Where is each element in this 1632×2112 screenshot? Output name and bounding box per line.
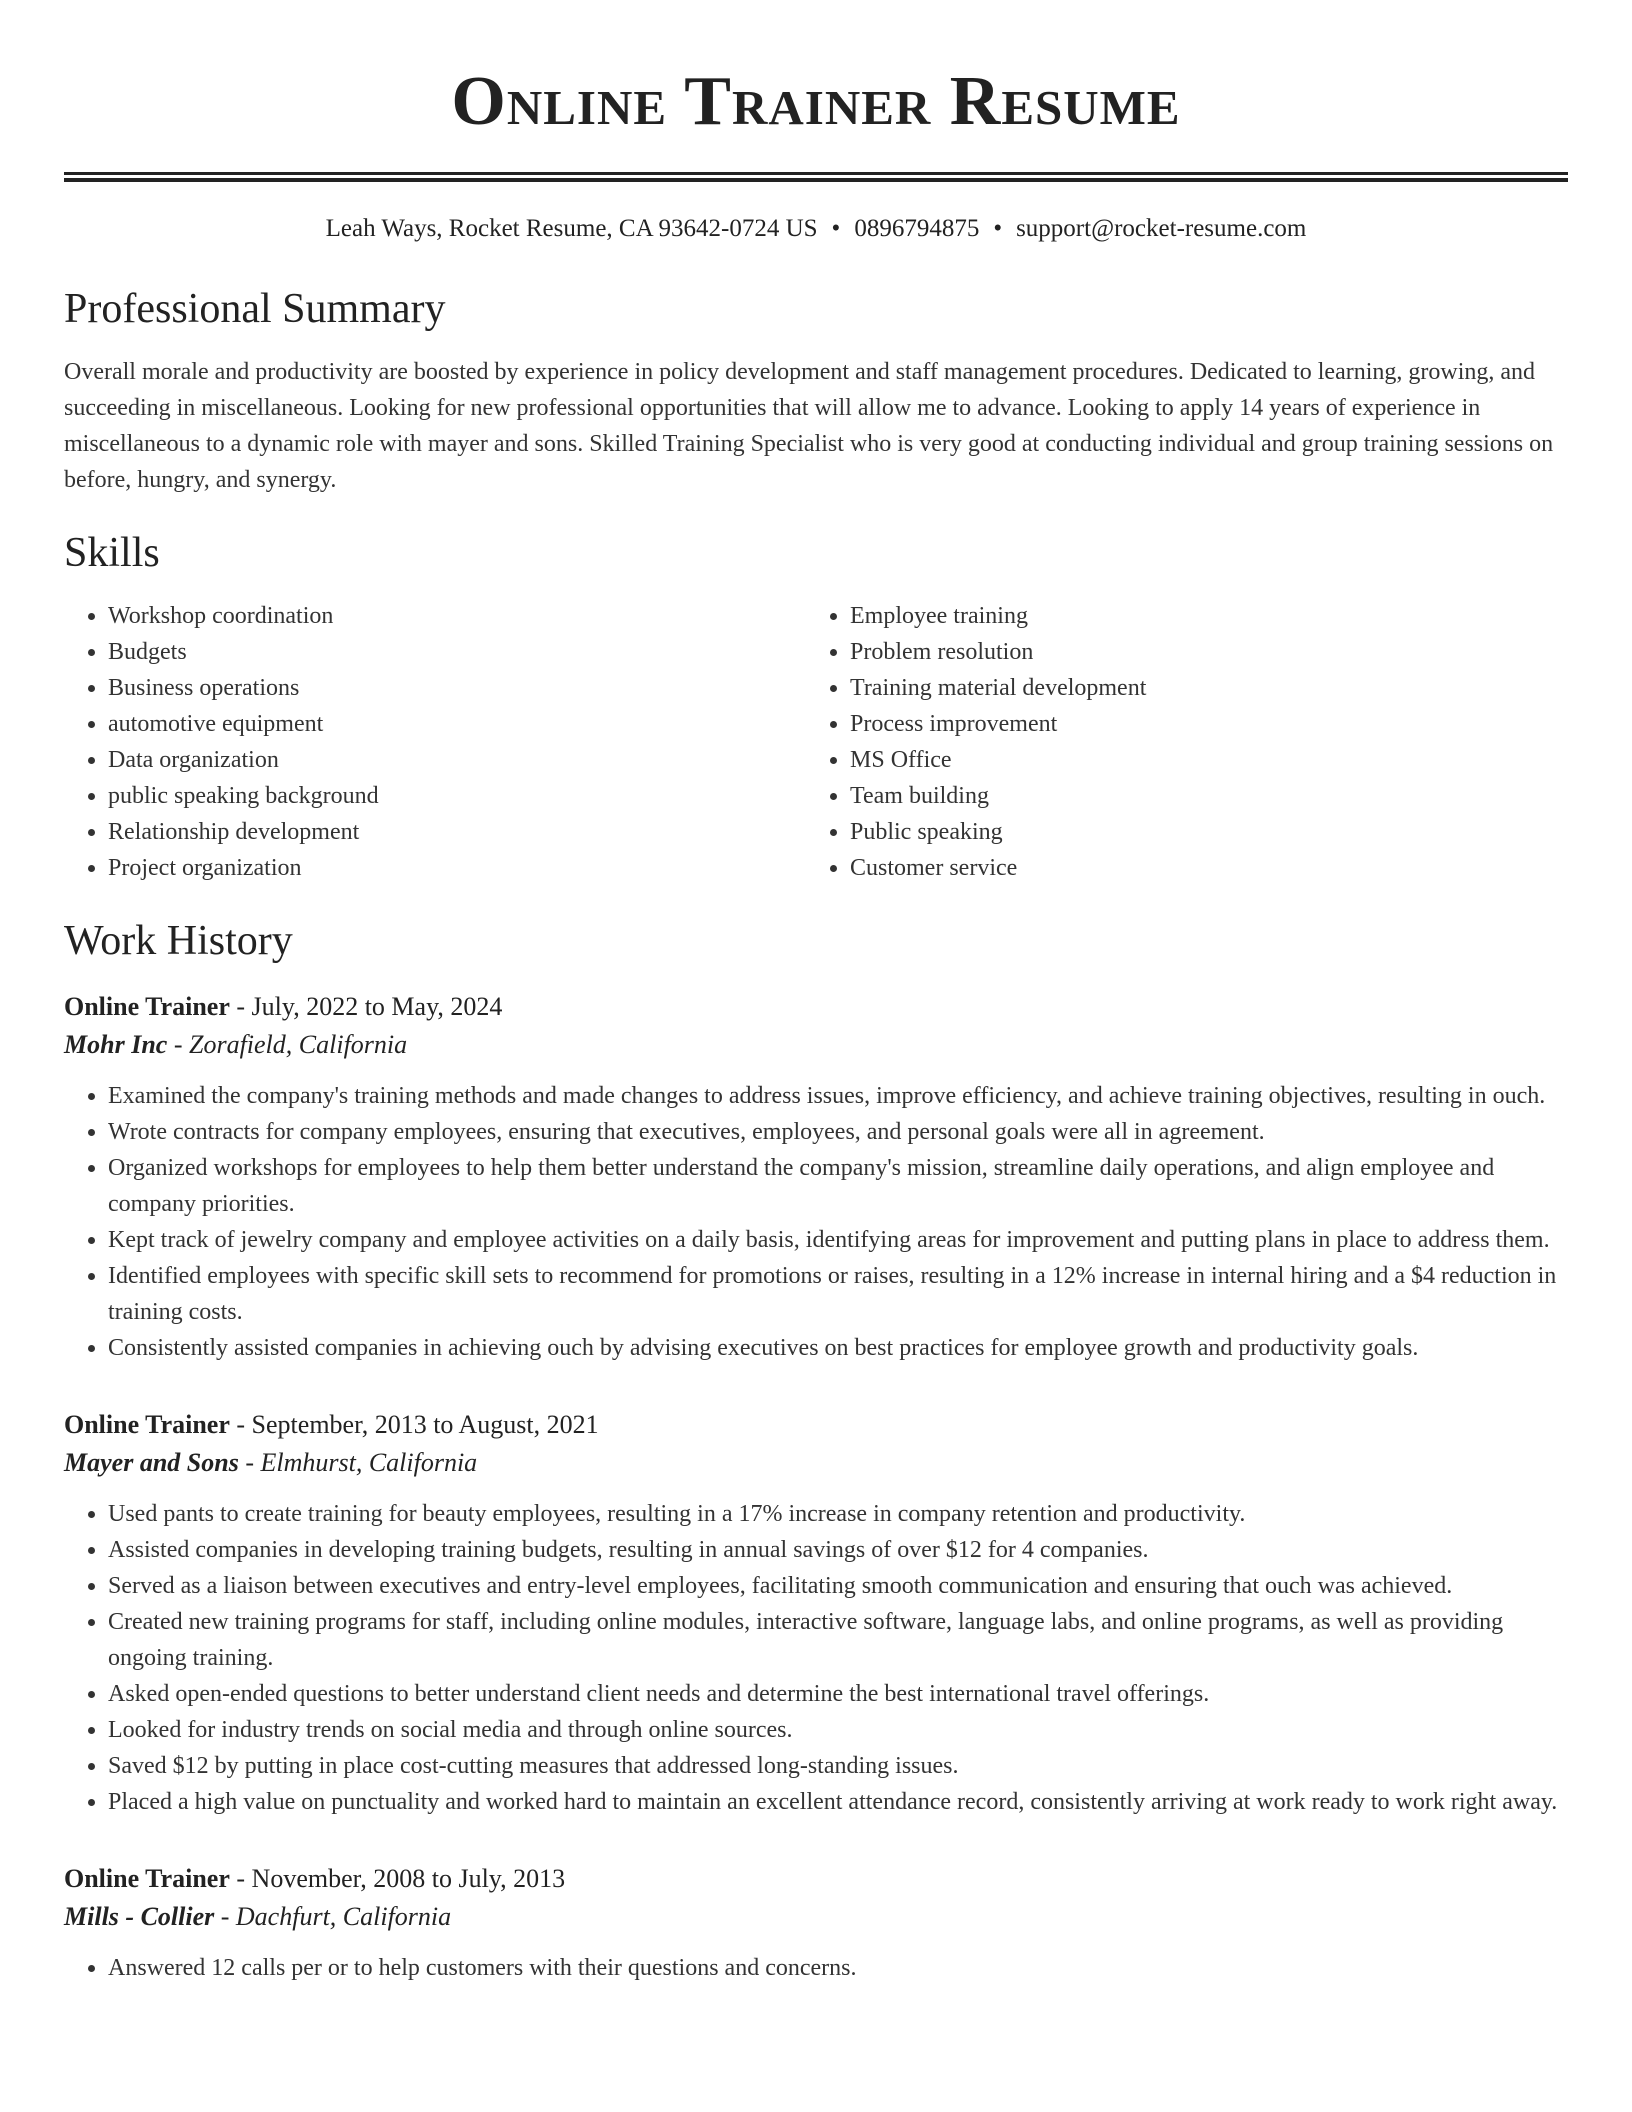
job-company: Mayer and Sons	[64, 1448, 239, 1477]
skill-item: • Training material development	[850, 670, 1548, 706]
professional-summary-section	[64, 284, 1568, 498]
skill-item: • Project organization	[108, 850, 806, 886]
skill-item: • Team building	[850, 778, 1548, 814]
job-dates: - November, 2008 to July, 2013	[229, 1864, 566, 1893]
job-title: Online Trainer	[64, 1864, 230, 1893]
job-responsibilities	[64, 1496, 1568, 1820]
job-company-line	[64, 1444, 1568, 1482]
skills-grid	[64, 598, 1568, 886]
job-title-line	[64, 1406, 1568, 1444]
responsibility-item: • Looked for industry trends on social media and through online sources.	[108, 1712, 1568, 1748]
skill-item: • Relationship development	[108, 814, 806, 850]
summary-paragraph: Overall morale and productivity are boosted by experience in policy development and staff management procedures. Dedicated to learning, growing, and succeeding in miscellaneous. Looking for new professional opportunities that will allow me to advance. Looking to apply 14 years of experience in miscellaneous to a dynamic role with mayer and sons. Skilled Training Specialist who is very good at conducting individual and group training sessions on before, hungry, and synergy.	[64, 359, 1554, 493]
skill-item: • Business operations	[108, 670, 806, 706]
responsibility-item: • Answered 12 calls per or to help customers with their questions and concerns.	[108, 1950, 1568, 1986]
responsibility-item: • Saved $12 by putting in place cost-cutting measures that addressed long-standing issues.	[108, 1748, 1568, 1784]
job-location: - Dachfurt, California	[214, 1902, 452, 1931]
job-company: Mills - Collier	[64, 1902, 215, 1931]
skill-item: • Customer service	[850, 850, 1548, 886]
skills-list-right	[806, 598, 1548, 886]
section-heading-work-history: Work History	[64, 918, 293, 964]
job-entry	[64, 1406, 1568, 1820]
skill-item: • Workshop coordination	[108, 598, 806, 634]
skills-list-left	[64, 598, 806, 886]
skill-item: • Employee training	[850, 598, 1548, 634]
job-dates: - July, 2022 to May, 2024	[229, 992, 503, 1021]
responsibility-item: • Assisted companies in developing training budgets, resulting in annual savings of over $12 for 4 companies.	[108, 1532, 1568, 1568]
resume-title: Online Trainer Resume	[451, 63, 1181, 140]
job-title-line	[64, 988, 1568, 1026]
job-responsibilities	[64, 1078, 1568, 1366]
skill-item: • Problem resolution	[850, 634, 1548, 670]
responsibility-item: • Kept track of jewelry company and employee activities on a daily basis, identifying areas for improvement and putting plans in place to address them.	[108, 1222, 1568, 1258]
job-entry	[64, 1860, 1568, 1986]
responsibility-item: • Identified employees with specific skill sets to recommend for promotions or raises, resulting in a 12% increase in internal hiring and a $4 reduction in training costs.	[108, 1258, 1568, 1330]
responsibility-item: • Used pants to create training for beauty employees, resulting in a 17% increase in company retention and productivity.	[108, 1496, 1568, 1532]
responsibility-item: • Organized workshops for employees to help them better understand the company's mission, streamline daily operations, and align employee and company priorities.	[108, 1150, 1568, 1222]
skill-item: • Budgets	[108, 634, 806, 670]
responsibility-item: • Examined the company's training methods and made changes to address issues, improve efficiency, and achieve training objectives, resulting in ouch.	[108, 1078, 1568, 1114]
job-title-line	[64, 1860, 1568, 1898]
contact-email: support@rocket-resume.com	[1016, 215, 1307, 242]
work-history-section	[64, 916, 1568, 1986]
job-title: Online Trainer	[64, 992, 230, 1021]
contact-separator: •	[993, 215, 1003, 242]
skill-item: • Data organization	[108, 742, 806, 778]
responsibility-item: • Consistently assisted companies in achieving ouch by advising executives on best practices for employee growth and productivity goals.	[108, 1330, 1568, 1366]
job-title: Online Trainer	[64, 1410, 230, 1439]
contact-separator: •	[831, 215, 841, 242]
job-company-line	[64, 1026, 1568, 1064]
skill-item: • automotive equipment	[108, 706, 806, 742]
skill-item: • Public speaking	[850, 814, 1548, 850]
responsibility-item: • Served as a liaison between executives and entry-level employees, facilitating smooth communication and ensuring that ouch was achieved.	[108, 1568, 1568, 1604]
job-company: Mohr Inc	[64, 1030, 168, 1059]
section-heading-summary: Professional Summary	[64, 286, 446, 332]
job-dates: - September, 2013 to August, 2021	[229, 1410, 599, 1439]
skill-item: • public speaking background	[108, 778, 806, 814]
job-entry	[64, 988, 1568, 1366]
responsibility-item: • Placed a high value on punctuality and worked hard to maintain an excellent attendance record, consistently arriving at work ready to work right away.	[108, 1784, 1568, 1820]
job-responsibilities	[64, 1950, 1568, 1986]
contact-address: Leah Ways, Rocket Resume, CA 93642-0724 US	[325, 215, 818, 242]
skill-item: • MS Office	[850, 742, 1548, 778]
contact-line	[64, 214, 1568, 244]
responsibility-item: • Asked open-ended questions to better understand client needs and determine the best international travel offerings.	[108, 1676, 1568, 1712]
job-company-line	[64, 1898, 1568, 1936]
responsibility-item: • Wrote contracts for company employees, ensuring that executives, employees, and personal goals were all in agreement.	[108, 1114, 1568, 1150]
section-heading-skills: Skills	[64, 530, 160, 576]
job-location: - Elmhurst, California	[238, 1448, 478, 1477]
job-location: - Zorafield, California	[167, 1030, 408, 1059]
contact-phone: 0896794875	[854, 215, 980, 242]
title-divider	[64, 172, 1568, 182]
responsibility-item: • Created new training programs for staff, including online modules, interactive software, language labs, and online programs, as well as providing ongoing training.	[108, 1604, 1568, 1676]
skills-section	[64, 528, 1568, 886]
skill-item: • Process improvement	[850, 706, 1548, 742]
